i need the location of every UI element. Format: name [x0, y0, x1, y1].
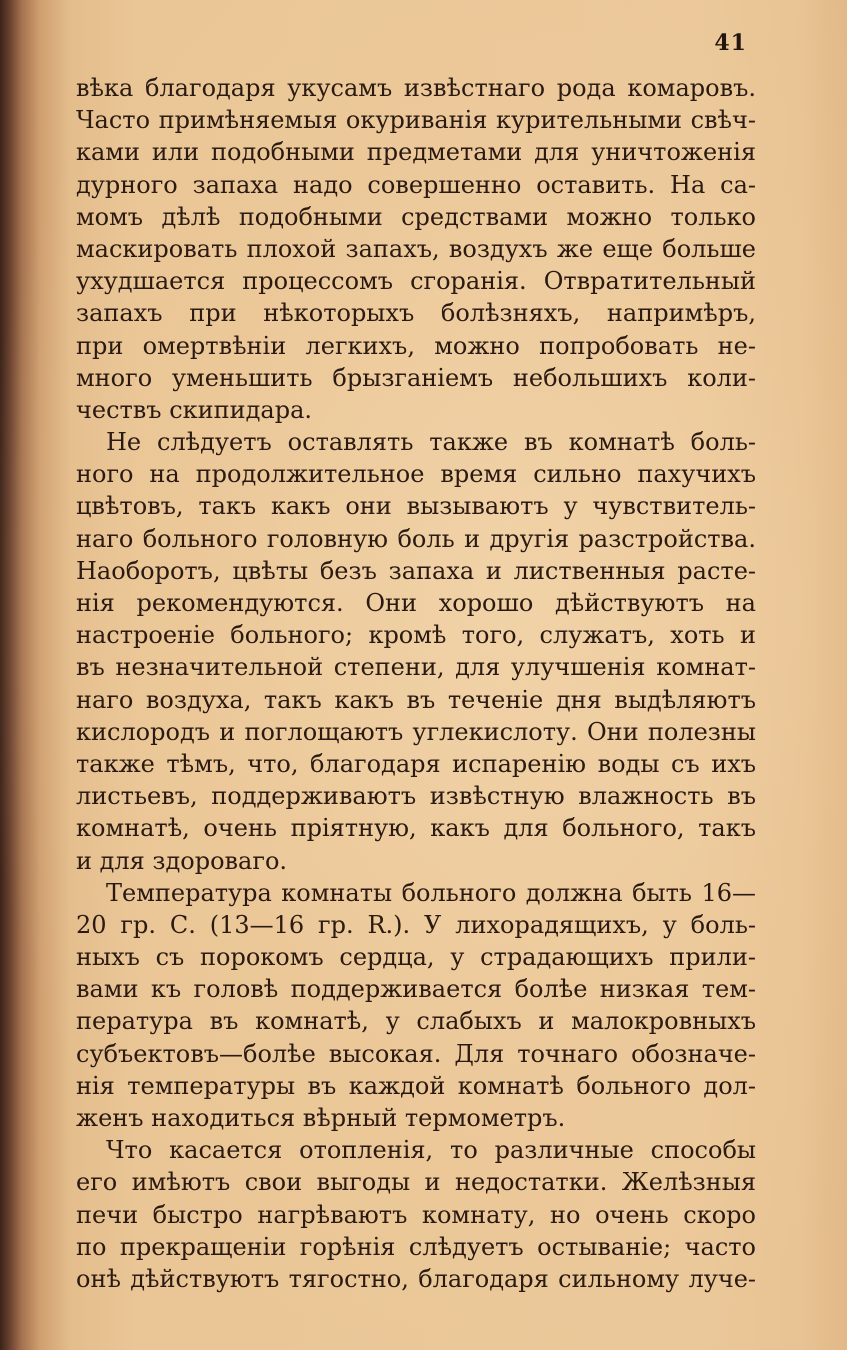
text-line: ухудшается процессомъ сгоранія. Отвратительный — [76, 267, 756, 296]
text-line: ками или подобными предметами для уничтоженія — [76, 138, 756, 167]
text-line: маскировать плохой запахъ, воздухъ же еще больше — [76, 234, 756, 263]
text-line: наго воздуха, такъ какъ въ теченіе дня выдѣляютъ — [76, 685, 756, 714]
text-line: женъ находиться вѣрный термометръ. — [76, 1104, 566, 1132]
text-line: вѣка благодаря укусамъ извѣстнаго рода комаровъ. — [76, 74, 756, 102]
text-line: нія температуры въ каждой комнатѣ больного дол- — [76, 1071, 756, 1100]
text-line: его имѣютъ свои выгоды и недостатки. Желѣзныя — [76, 1168, 756, 1197]
text-line: въ незначительной степени, для улучшенія комнат- — [76, 653, 756, 682]
text-line: наго больного головную боль и другія разстройства. — [76, 524, 756, 553]
text-line: Температура комнаты больного должна быть 16— — [106, 878, 756, 907]
text-line: вами къ головѣ поддерживается болѣе низкая тем- — [76, 975, 756, 1004]
text-line: Что касается отопленія, то различные способы — [106, 1136, 756, 1165]
text-line: момъ дѣлѣ подобными средствами можно только — [76, 202, 756, 231]
text-line: также тѣмъ, что, благодаря испаренію воды съ ихъ — [76, 749, 756, 778]
text-line: ныхъ съ порокомъ сердца, у страдающихъ прили- — [76, 943, 756, 972]
text-line: и для здороваго. — [76, 846, 288, 875]
text-line: ного на продолжительное время сильно пахучихъ — [76, 460, 756, 489]
text-line: настроеніе больного; кромѣ того, служатъ, хоть и — [76, 621, 756, 650]
text-line: цвѣтовъ, такъ какъ они вызываютъ у чувствитель- — [76, 492, 756, 521]
text-line: много уменьшить брызганіемъ небольшихъ коли- — [76, 363, 756, 392]
text-line: по прекращеніи горѣнія слѣдуетъ остываніе; часто — [76, 1232, 756, 1261]
text-line: запахъ при нѣкоторыхъ болѣзняхъ, напримѣръ, — [76, 299, 756, 328]
text-line: Часто примѣняемыя окуриванія курительными свѣч- — [76, 106, 756, 135]
text-line: нія рекомендуются. Они хорошо дѣйствуютъ на — [76, 589, 756, 617]
text-line: дурного запаха надо совершенно оставить. На са- — [76, 170, 756, 199]
text-line: листьевъ, поддерживаютъ извѣстную влажность въ — [76, 782, 756, 811]
text-line: Наоборотъ, цвѣты безъ запаха и лиственныя расте- — [76, 556, 756, 585]
body-text — [76, 72, 756, 1295]
text-line: печи быстро нагрѣваютъ комнату, но очень скоро — [76, 1200, 756, 1229]
text-line: онѣ дѣйствуютъ тягостно, благодаря сильному луче- — [76, 1264, 756, 1293]
text-line: при омертвѣніи легкихъ, можно попробовать не- — [76, 331, 756, 360]
text-line: кислородъ и поглощаютъ углекислоту. Они полезны — [76, 717, 756, 746]
page-number: 41 — [714, 30, 747, 56]
text-line: 20 гр. С. (13—16 гр. R.). У лихорадящихъ, у боль- — [76, 910, 756, 939]
text-line: пература въ комнатѣ, у слабыхъ и малокровныхъ — [76, 1007, 756, 1036]
text-line: комнатѣ, очень пріятную, какъ для больного, такъ — [76, 814, 756, 843]
text-line: субъектовъ—болѣе высокая. Для точнаго обозначе- — [76, 1039, 756, 1068]
text-line: Не слѣдуетъ оставлять также въ комнатѣ боль- — [106, 428, 756, 457]
text-line: чествъ скипидара. — [76, 395, 313, 424]
